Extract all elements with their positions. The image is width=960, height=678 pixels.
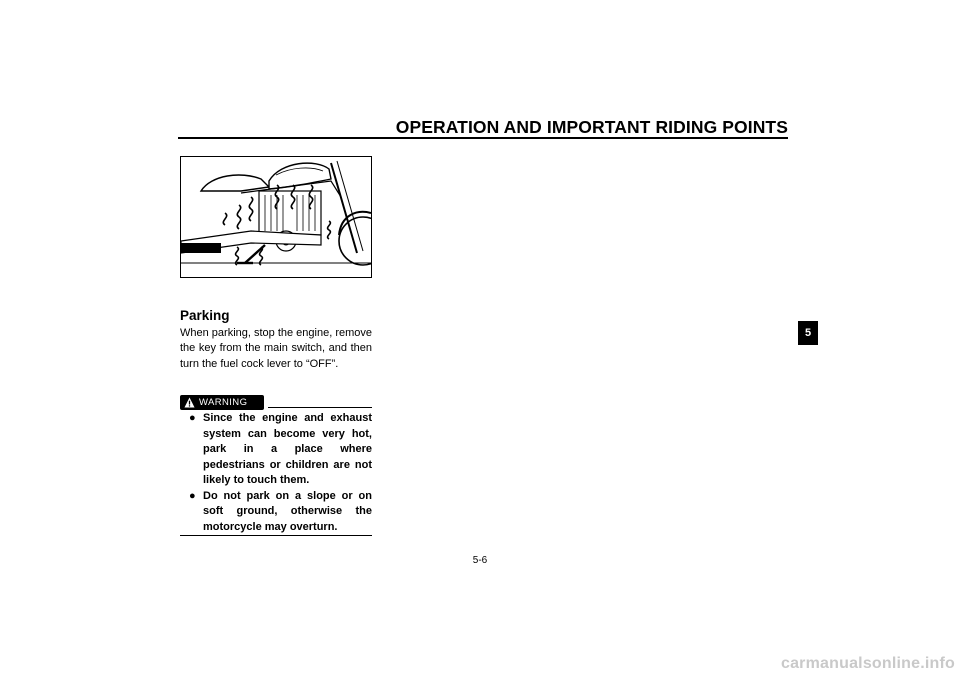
- warning-label: [180, 395, 264, 410]
- parking-instructions: When parking, stop the engine, remove the key from the main switch, and then turn the fuel cock lever to “OFF”.: [180, 327, 373, 370]
- warning-item-text: Do not park on a slope or on soft ground, otherwise the motorcycle may overturn.: [203, 489, 372, 533]
- section-heading-parking: Parking: [180, 308, 230, 323]
- bullet-icon: ●: [189, 489, 196, 502]
- page-header-title: OPERATION AND IMPORTANT RIDING POINTS: [395, 117, 788, 137]
- warning-list: [180, 411, 372, 535]
- chapter-tab: 5: [798, 321, 818, 345]
- warning-bottom-rule: [180, 535, 372, 536]
- warning-item-text: Since the engine and exhaust system can become very hot, park in a place where pedestrians or children are not likely to touch them.: [203, 412, 372, 486]
- warning-top-rule: [268, 407, 372, 408]
- warning-triangle-icon: [184, 397, 195, 408]
- motorcycle-parking-illustration: [180, 156, 372, 278]
- page-number: 5-6: [472, 555, 488, 566]
- footer-watermark: carmanualsonline.info: [780, 655, 955, 672]
- bullet-icon: ●: [189, 412, 196, 424]
- warning-label-text: WARNING: [199, 397, 248, 408]
- warning-item: [180, 489, 372, 536]
- header-divider: [178, 137, 788, 139]
- warning-item: [180, 411, 372, 489]
- motorcycle-sidestand-icon: [181, 157, 371, 277]
